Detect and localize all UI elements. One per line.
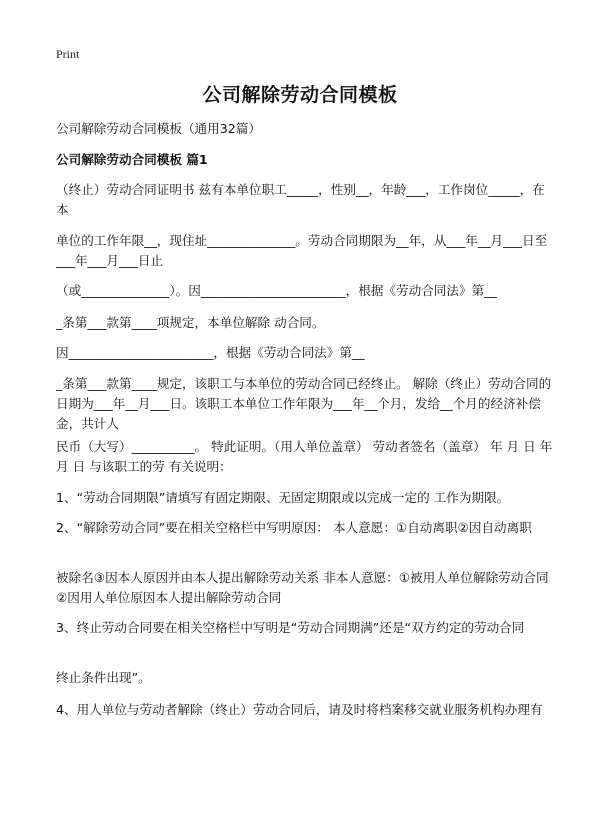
paragraph-8: 1、“劳动合同期限”请填写有固定期限、无固定期限或以完成一定的 工作为期限。 <box>56 490 510 505</box>
paragraph-6: _条第___款第____规定，该职工与本单位的劳动合同已经终止。 解除（终止）劳动合同的日期为___年__月___日。该职工本单位工作年限为___年__个月，发给__个月的经济补偿金，共计人 <box>56 376 552 431</box>
paragraph-4: _条第___款第____项规定，本单位解除 动合同。 <box>56 315 325 330</box>
paragraph-5: 因_______________________，根据《劳动合同法》第__ <box>56 345 365 360</box>
paragraph-10: 被除名③因本人原因并由本人提出解除劳动关系 非本人意愿：①被用人单位解除劳动合同②因用人单位原因本人提出解除劳动合同 <box>56 570 549 605</box>
paragraph-1: （终止）劳动合同证明书 兹有本单位职工_____，性别__，年龄___，工作岗位_____，在本 <box>56 182 545 217</box>
paragraph-12: 终止条件出现”。 <box>56 670 151 685</box>
paragraph-7: 民币（大写）__________。 特此证明。（用人单位盖章） 劳动者签名（盖章） 年 月 日 年 月 日 与该职工的劳 有关说明： <box>56 439 553 474</box>
subtitle: 公司解除劳动合同模板（通用32篇） <box>56 121 261 136</box>
paragraph-13: 4、用人单位与劳动者解除（终止）劳动合同后，请及时将档案移交就业服务机构办理有 <box>56 702 543 717</box>
paragraph-9: 2、“解除劳动合同”要在相关空格栏中写明原因： 本人意愿：①自动离职②因自动离职 <box>56 520 532 535</box>
document-title: 公司解除劳动合同模板 <box>202 84 398 106</box>
paragraph-3: （或______________）。因_______________________，根据《劳动合同法》第__ <box>56 283 497 298</box>
section-heading: 公司解除劳动合同模板 篇1 <box>56 152 208 167</box>
paragraph-2: 单位的工作年限__，现住址______________。劳动合同期限为__年，从___年__月___日至___年___月___日止 <box>56 233 548 268</box>
paragraph-11: 3、终止劳动合同要在相关空格栏中写明是“劳动合同期满”还是“双方约定的劳动合同 <box>56 620 525 635</box>
print-label: Print <box>56 47 80 61</box>
